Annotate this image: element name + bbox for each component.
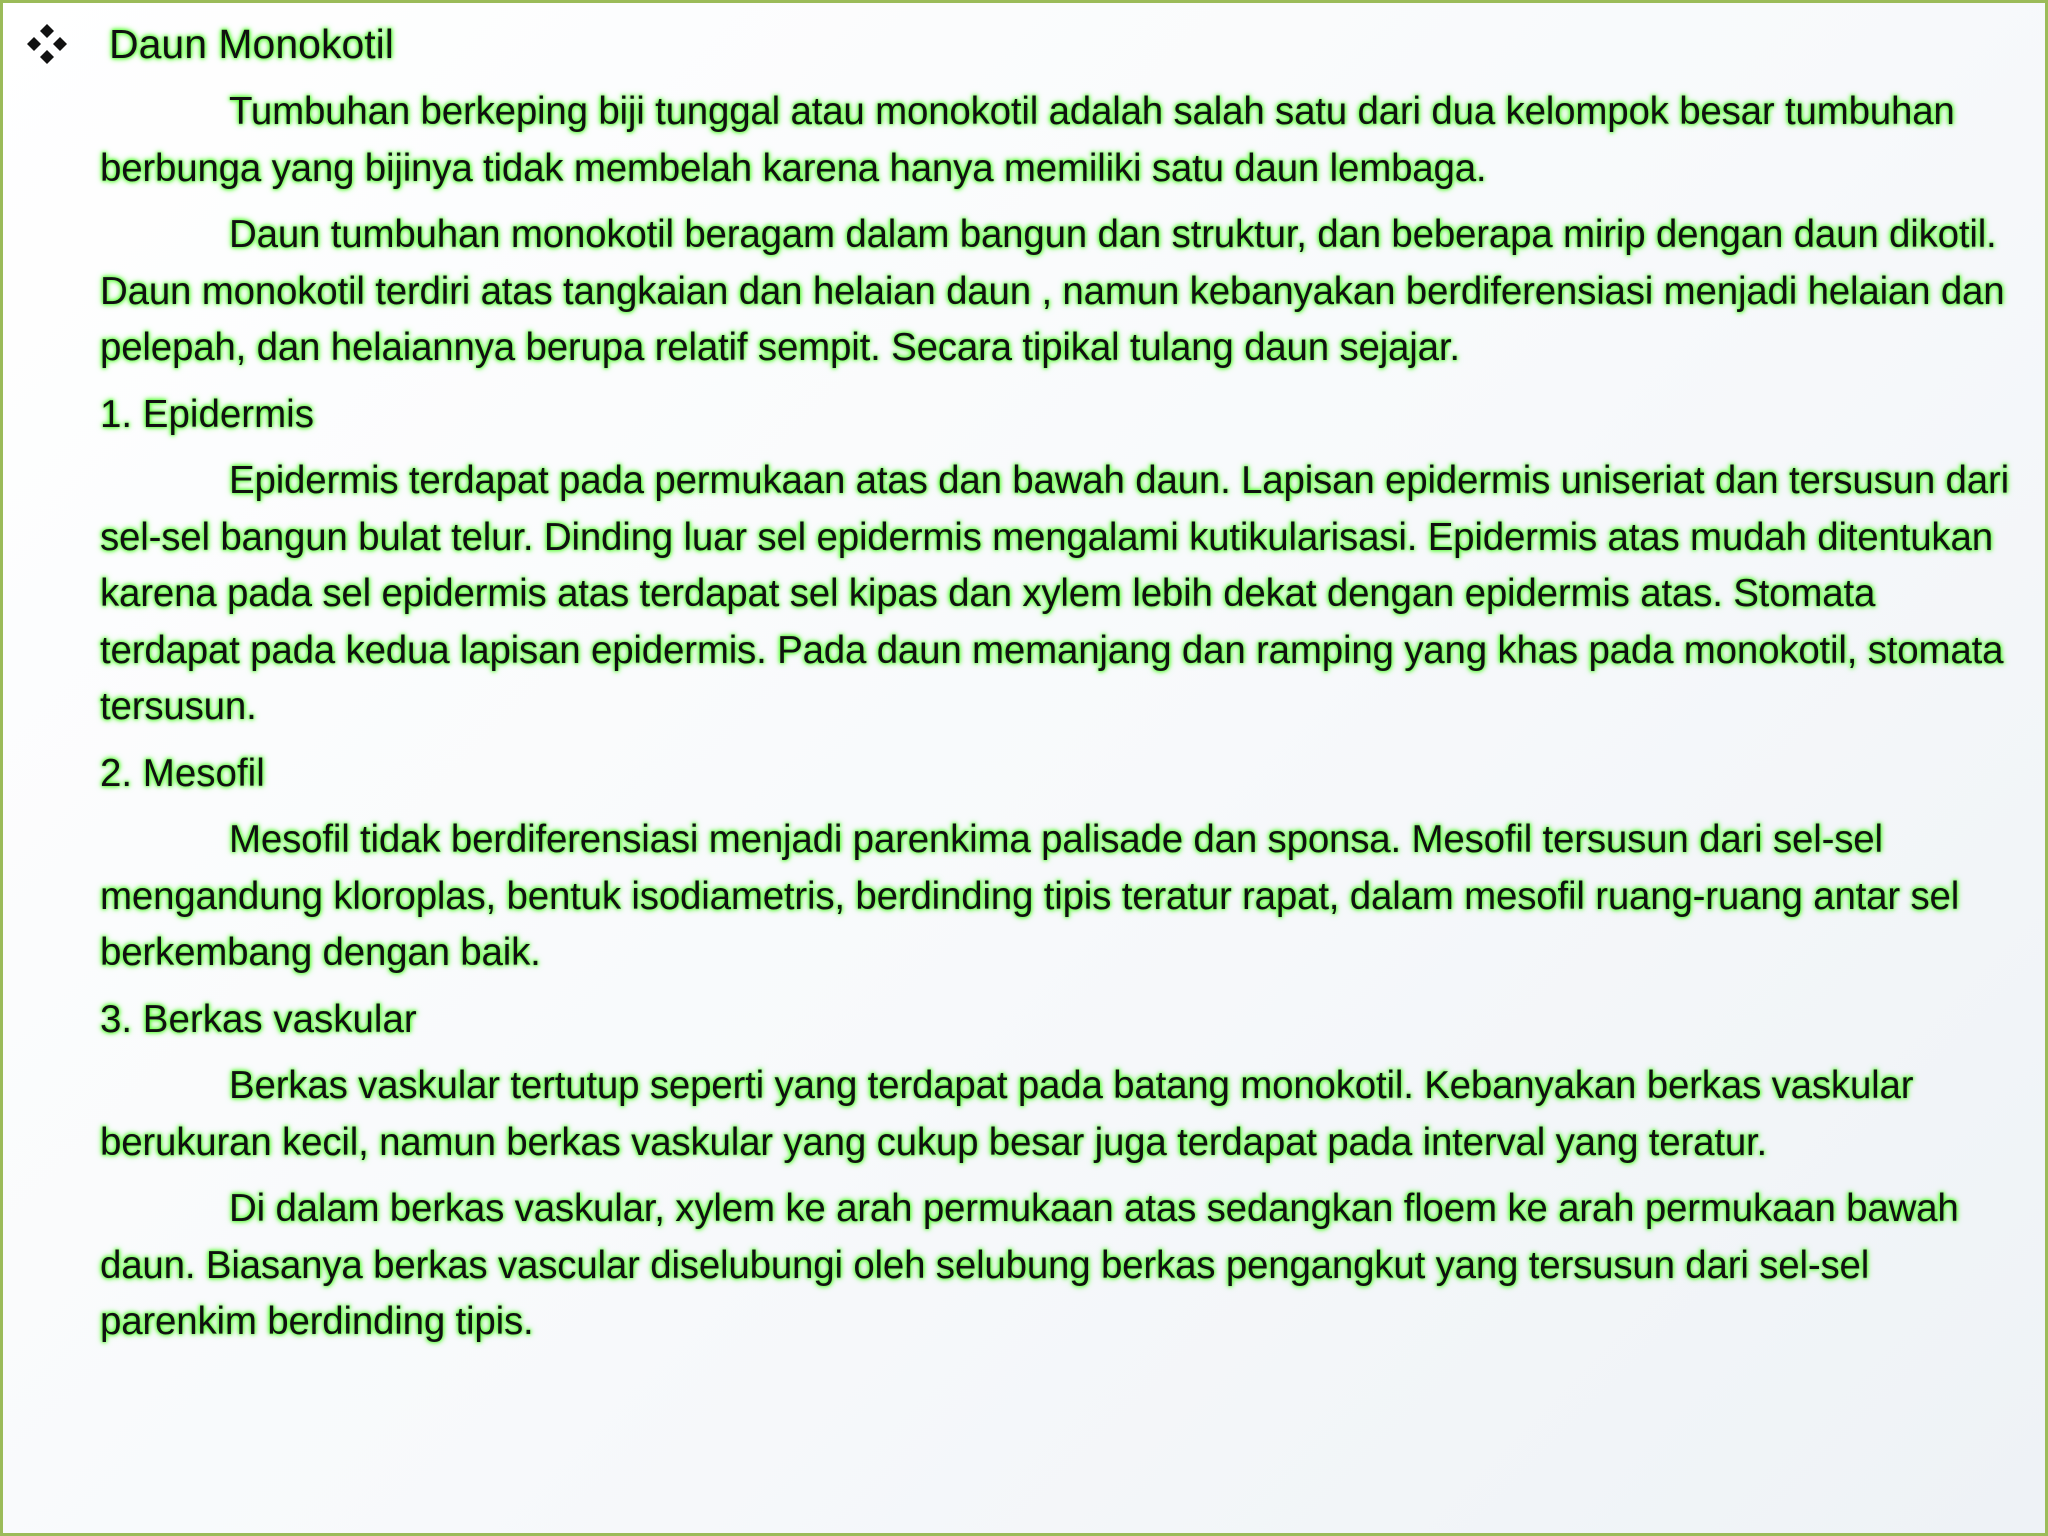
section-title-berkas-vaskular: 3. Berkas vaskular [100,997,417,1041]
intro-paragraph-2: Daun tumbuhan monokotil beragam dalam bangun dan struktur, dan beberapa mirip dengan daun dikotil. Daun monokotil terdiri atas tangkaian dan helaian daun , namun kebanyakan berdiferensiasi menjadi helaian dan pelepah, dan helaiannya berupa relatif sempit. Secara tipikal tulang daun sejajar. [100,213,2005,369]
diamond-bullet-icon [25,22,69,66]
section-title-epidermis: 1. Epidermis [100,392,314,436]
intro-paragraph-1: Tumbuhan berkeping biji tunggal atau monokotil adalah salah satu dari dua kelompok besar tumbuhan berbunga yang bijinya tidak membelah karena hanya memiliki satu daun lembaga. [100,90,1955,190]
berkas-vaskular-paragraph-2: Di dalam berkas vaskular, xylem ke arah permukaan atas sedangkan floem ke arah permukaan bawah daun. Biasanya berkas vascular diselubungi oleh selubung berkas pengangkut yang tersusun dari sel-sel parenkim berdinding tipis. [100,1187,1959,1343]
slide-body [100,84,2020,1361]
section-title-mesofil: 2. Mesofil [100,751,265,795]
mesofil-paragraph: Mesofil tidak berdiferensiasi menjadi parenkima palisade dan sponsa. Mesofil tersusun dari sel-sel mengandung kloroplas, bentuk isodiametris, berdinding tipis teratur rapat, dalam mesofil ruang-ruang antar sel berkembang dengan baik. [100,818,1960,974]
heading-row [25,19,394,69]
slide-title: Daun Monokotil [109,21,394,67]
berkas-vaskular-paragraph-1: Berkas vaskular tertutup seperti yang terdapat pada batang monokotil. Kebanyakan berkas vaskular berukuran kecil, namun berkas vaskular yang cukup besar juga terdapat pada interval yang teratur. [100,1064,1914,1164]
epidermis-paragraph: Epidermis terdapat pada permukaan atas dan bawah daun. Lapisan epidermis uniseriat dan tersusun dari sel-sel bangun bulat telur. Dinding luar sel epidermis mengalami kutikularisasi. Epidermis atas mudah ditentukan karena pada sel epidermis atas terdapat sel kipas dan xylem lebih dekat dengan epidermis atas. Stomata terdapat pada kedua lapisan epidermis. Pada daun memanjang dan ramping yang khas pada monokotil, stomata tersusun. [100,459,2009,728]
